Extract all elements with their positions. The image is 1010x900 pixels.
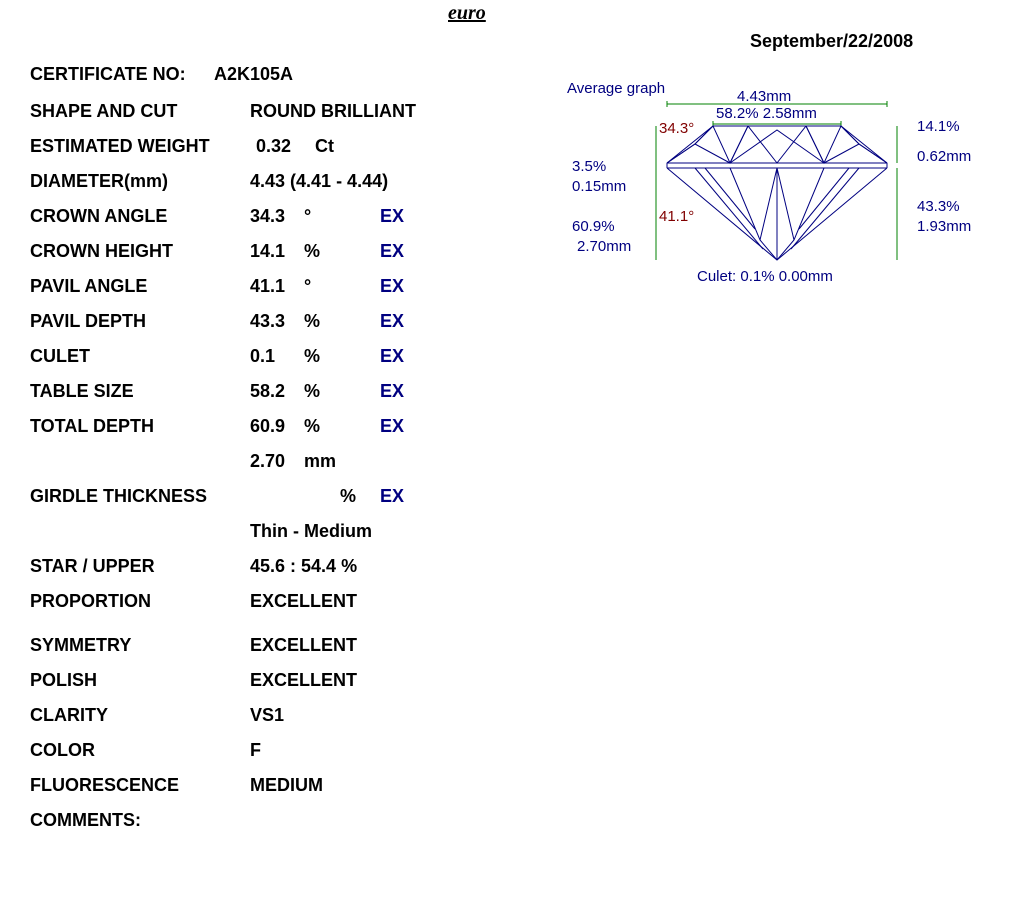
row-value: Thin - Medium (250, 521, 372, 541)
certificate-number: A2K105A (214, 64, 294, 84)
row-grade: EX (380, 311, 405, 331)
graph-crown-height-pct: 14.1% (917, 118, 960, 135)
proportion-graph (555, 74, 995, 296)
crown-facet (824, 144, 887, 163)
row-crown-height (0, 241, 540, 265)
pavilion-facet (799, 168, 849, 229)
row-value: 43.3 (250, 311, 286, 331)
row-label: POLISH (30, 670, 98, 690)
graph-pavilion-angle-label: 41.1° (659, 208, 695, 225)
row-unit: % (304, 241, 321, 261)
row-comments (0, 810, 540, 834)
row-unit: Ct (315, 136, 334, 156)
graph-girdle-pct: 3.5% (572, 158, 607, 175)
row-grade: EX (380, 416, 405, 436)
row-label: STAR / UPPER (30, 556, 155, 576)
diamond-outline (667, 126, 887, 260)
row-proportion (0, 591, 540, 615)
row-girdle-thickness (0, 486, 540, 510)
row-fluorescence (0, 775, 540, 799)
row-value: 41.1 (250, 276, 286, 296)
row-total-depth-mm (0, 451, 540, 475)
graph-diameter-label: 4.43mm (737, 88, 792, 105)
row-crown-angle (0, 206, 540, 230)
graph-pavilion-depth-pct: 43.3% (917, 198, 960, 215)
row-value: 4.43 (4.41 - 4.44) (250, 171, 389, 191)
row-total-depth (0, 416, 540, 440)
row-estimated-weight (0, 136, 540, 160)
row-pavil-depth (0, 311, 540, 335)
row-girdle-description (0, 521, 540, 545)
crown-outline (667, 126, 887, 163)
row-grade: EX (380, 381, 405, 401)
pavilion-facet (730, 168, 777, 260)
graph-title: Average graph (567, 80, 666, 97)
row-value: 2.70 (250, 451, 286, 471)
row-label: PROPORTION (30, 591, 152, 611)
graph-pavilion-depth-mm: 1.93mm (917, 218, 972, 235)
row-value: 58.2 (250, 381, 286, 401)
row-symmetry (0, 635, 540, 659)
row-diameter (0, 171, 540, 195)
row-value: 34.3 (250, 206, 286, 226)
row-label: CLARITY (30, 705, 108, 725)
row-unit: % (304, 416, 321, 436)
pavilion-facet (791, 168, 859, 249)
row-value: 45.6 : 54.4 % (250, 556, 358, 576)
row-grade: EX (380, 346, 405, 366)
pavilion-facet (695, 168, 763, 249)
row-table-size (0, 381, 540, 405)
row-value: ROUND BRILLIANT (250, 101, 416, 121)
row-label: FLUORESCENCE (30, 775, 180, 795)
row-label: CROWN ANGLE (30, 206, 168, 226)
row-value: 60.9 (250, 416, 286, 436)
row-grade: EX (380, 206, 405, 226)
row-unit: % (304, 311, 321, 331)
certificate-label: CERTIFICATE NO: (30, 64, 186, 84)
brand-logo: euro (448, 2, 486, 24)
row-label: TOTAL DEPTH (30, 416, 155, 436)
row-grade: EX (380, 276, 405, 296)
graph-crown-height-mm: 0.62mm (917, 148, 972, 165)
row-value: EXCELLENT (250, 591, 358, 611)
graph-crown-angle-label: 34.3° (659, 120, 695, 137)
graph-culet-label: Culet: 0.1% 0.00mm (697, 268, 833, 285)
crown-facet (667, 144, 730, 163)
row-unit: ° (304, 206, 312, 226)
graph-total-depth-mm: 2.70mm (577, 238, 632, 255)
row-unit: mm (304, 451, 337, 471)
row-shape-and-cut (0, 101, 540, 125)
row-label: PAVIL DEPTH (30, 311, 147, 331)
row-unit: % (304, 381, 321, 401)
row-label: COLOR (30, 740, 95, 760)
row-value: 0.1 (250, 346, 276, 366)
row-clarity (0, 705, 540, 729)
graph-total-depth-pct: 60.9% (572, 218, 615, 235)
row-grade: EX (380, 241, 405, 261)
row-label: SHAPE AND CUT (30, 101, 178, 121)
row-label: CULET (30, 346, 90, 366)
row-star-upper (0, 556, 540, 580)
row-unit: ° (304, 276, 312, 296)
row-value: 14.1 (250, 241, 286, 261)
row-grade: EX (380, 486, 405, 506)
row-value: MEDIUM (250, 775, 323, 795)
row-polish (0, 670, 540, 694)
row-label: COMMENTS: (30, 810, 141, 830)
crown-facet (713, 126, 748, 163)
row-value: EXCELLENT (250, 670, 358, 690)
row-label: ESTIMATED WEIGHT (30, 136, 210, 156)
report-date: September/22/2008 (750, 31, 914, 51)
row-value: EXCELLENT (250, 635, 358, 655)
graph-girdle-mm: 0.15mm (572, 178, 627, 195)
row-value: F (250, 740, 261, 760)
pavilion-facet (705, 168, 755, 229)
pavilion-facet (777, 168, 824, 260)
row-unit: % (304, 346, 321, 366)
row-value: VS1 (250, 705, 285, 725)
row-culet (0, 346, 540, 370)
row-label: GIRDLE THICKNESS (30, 486, 208, 506)
row-unit: % (340, 486, 357, 506)
row-label: TABLE SIZE (30, 381, 134, 401)
graph-table-label: 58.2% 2.58mm (716, 105, 817, 122)
row-value: 0.32 (256, 136, 292, 156)
row-pavil-angle (0, 276, 540, 300)
crown-facet (806, 126, 841, 163)
row-label: DIAMETER(mm) (30, 171, 168, 191)
row-label: SYMMETRY (30, 635, 132, 655)
row-color (0, 740, 540, 764)
row-label: PAVIL ANGLE (30, 276, 148, 296)
row-label: CROWN HEIGHT (30, 241, 173, 261)
